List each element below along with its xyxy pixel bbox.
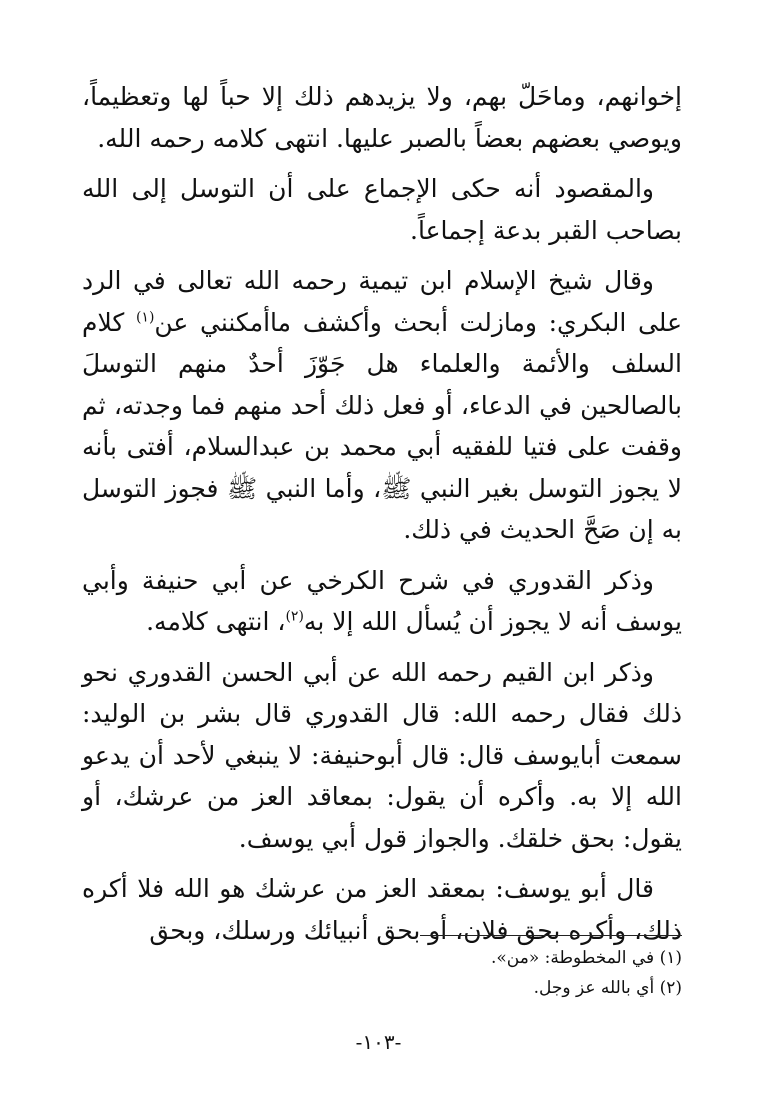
- footnotes: [300, 943, 682, 1003]
- page-number: -١٠٣-: [355, 1030, 402, 1054]
- footnote-marker: (١): [135, 309, 155, 326]
- paragraph: [82, 560, 682, 643]
- paragraph: [82, 76, 682, 159]
- footnote-number: (٢): [659, 978, 682, 998]
- footnote-text: في المخطوطة: «من».: [491, 948, 655, 968]
- paragraph-text: كلام السلف والأئمة والعلماء هل جَوّزَ أحدٌ منهم التوسلَ بالصالحين في الدعاء، أو فعل ذلك أحد منهم فما وجدته، ثم وقفت على فتيا للفقيه أبي محمد بن عبدالسلام، أفتى بأنه لا يجوز التوسل بغير النبي ﷺ، وأما النبي ﷺ فجوز التوسل به إن صَحَّ الحديث في ذلك.: [82, 307, 682, 544]
- footnote-number: (١): [659, 948, 682, 968]
- paragraph-text: إخوانهم، وماحَلّ بهم، ولا يزيدهم ذلك إلا حباً لها وتعظيماً، ويوصي بعضهم بعضاً بالصبر عليها. انتهى كلامه رحمه الله.: [82, 82, 682, 153]
- paragraph-text: ، انتهى كلامه.: [146, 607, 286, 636]
- paragraph-text: وذكر القدوري في شرح الكرخي عن أبي حنيفة وأبي يوسف أنه لا يجوز أن يُسأل الله إلا به: [82, 565, 682, 636]
- footnote: [300, 973, 682, 1003]
- paragraph-text: وقال شيخ الإسلام ابن تيمية رحمه الله تعالى في الرد على البكري: ومازلت أبحث وأكشف ماأمكنني عن: [82, 266, 682, 337]
- paragraph: [82, 868, 682, 951]
- paragraph-text: وذكر ابن القيم رحمه الله عن أبي الحسن القدوري نحو ذلك فقال رحمه الله: قال القدوري قال بشر بن الوليد: سمعت أبايوسف قال: قال أبوحنيفة: لا ينبغي لأحد أن يدعو الله إلا به. وأكره أن يقول: بمعاقد العز من عرشك، أو يقول: بحق خلقك. والجواز قول أبي يوسف.: [82, 657, 682, 853]
- main-text: [82, 76, 682, 960]
- paragraph: [82, 168, 682, 251]
- paragraph-text: والمقصود أنه حكى الإجماع على أن التوسل إلى الله بصاحب القبر بدعة إجماعاً.: [82, 174, 682, 245]
- footnote: [300, 943, 682, 973]
- footnote-text: أي بالله عز وجل.: [533, 978, 655, 998]
- paragraph: [82, 652, 682, 860]
- footnote-marker: (٢): [285, 608, 304, 625]
- footnote-separator: [420, 935, 682, 936]
- paragraph-text: قال أبو يوسف: بمعقد العز من عرشك هو الله فلا أكره ذلك، وأكره بحق فلان، أو بحق أنبيائك ورسلك، وبحق: [82, 874, 682, 945]
- paragraph: [82, 260, 682, 551]
